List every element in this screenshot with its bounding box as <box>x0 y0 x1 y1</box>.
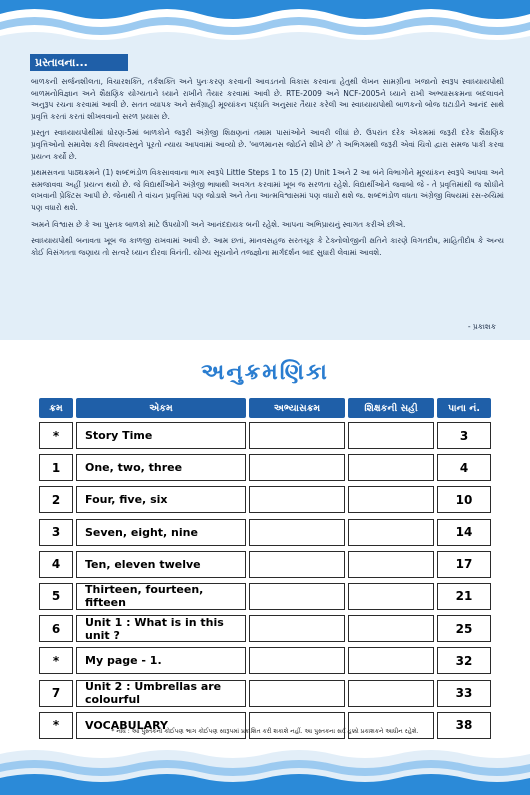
table-row <box>39 647 491 674</box>
row-syllabus-cell <box>249 422 345 449</box>
row-signature-cell <box>348 615 434 642</box>
row-serial: 6 <box>39 615 73 642</box>
row-page-number: 4 <box>437 454 491 481</box>
row-unit-title: My page - 1. <box>76 647 246 674</box>
row-serial: 3 <box>39 519 73 546</box>
row-page-number: 33 <box>437 680 491 707</box>
preface-paragraph-3: પ્રથમસત્રના પાઠ્યક્રમને (1) શબ્દભંડોળ વિકસાવવાના ભાગ સ્વરૂપે Little Steps 1 to 15 (2) Unit 1અને 2 આ બંને વિભાગોને મૂલ્યાંકન સ્વરૂપે આપવા અને સમજાવવા અહીં પ્રયત્ન થયો છે. જે વિદ્યાર્થીઓને અંગ્રેજી ભાષાથી અવગત કરવામાં ખૂબ જ સરળતા રહેશે. વિદ્યાર્થીઓને જવાબો જે - તે પ્રવૃત્તિમાંથી જ શોધીને લખવાની પ્રેક્ટિસ આપી છે. જેનાથી તે વાંચન પ્રવૃત્તિમાં પણ જોડાશે અને તેના આત્મવિશ્વાસમાં પણ વધારો થશે જ. શબ્દભંડોળ વધતા અંગ્રેજી વિષયમાં રસ-રુચિમાં પણ વધારો થશે. <box>31 168 504 212</box>
table-row <box>39 486 491 513</box>
row-unit-title: Four, five, six <box>76 486 246 513</box>
row-unit-title: VOCABULARY <box>76 712 246 739</box>
row-syllabus-cell <box>249 647 345 674</box>
row-serial: * <box>39 422 73 449</box>
row-serial: * <box>39 712 73 739</box>
header-unit: એકમ <box>76 398 246 418</box>
row-unit-title: Unit 2 : Umbrellas are colourful <box>76 680 246 707</box>
preface-body <box>31 76 504 263</box>
row-signature-cell <box>348 680 434 707</box>
table-row <box>39 454 491 481</box>
row-unit-title: Seven, eight, nine <box>76 519 246 546</box>
row-syllabus-cell <box>249 583 345 610</box>
header-page-number: પાના નં. <box>437 398 491 418</box>
row-syllabus-cell <box>249 680 345 707</box>
row-signature-cell <box>348 583 434 610</box>
row-page-number: 3 <box>437 422 491 449</box>
row-syllabus-cell <box>249 454 345 481</box>
row-unit-title: Thirteen, fourteen, fifteen <box>76 583 246 610</box>
row-serial: 4 <box>39 551 73 578</box>
row-signature-cell <box>348 647 434 674</box>
preface-paragraph-1: બાળકની સર્જનશીલતા, વિચારશક્તિ, તર્કશક્તિ અને પુનઃકરણ કરવાની આવડતનો વિકાસ કરવાના હેતુથી લેખન સામગ્રીના ખજાનો સ્વરૂપ સ્વાધ્યાયપોથી બાળમનોવિજ્ઞાન અને શૈક્ષણિક યોગ્યતાને ધ્યાને રાખીને તૈયાર કરવામાં આવી છે. RTE-2009 અને NCF-2005ને ધ્યાને રાખી અભ્યાસક્રમના બદલાવને અનુરૂપ રચના કરવામાં આવી છે. સતત વ્યાપક અને સર્વગ્રાહી મૂલ્યાંકન પદ્ધતિ અનુસાર તૈયાર કરેલી આ સ્વાધ્યાયપોથી બાળકનો બોજ ઘટાડીને આનંદ સાથે પ્રવૃત્તિ કરતાં કરતાં શીખવવાનો સરળ પ્રયાસ છે. <box>31 77 504 121</box>
preface-paragraph-5: સ્વાધ્યાયપોથી બનાવતા ખૂબ જ કાળજી રાખવામાં આવી છે. આમ છતાં, માનવસહજ સરતચૂક કે ટેક્નોલોજીની ક્ષતિને કારણે વિગતદોષ, માહિતીદોષ કે અન્ય કોઈ વિસંગતતા જણાય તો સત્વરે ધ્યાન દોરવા વિનંતી. યોગ્ય સૂચનોને તજજ્ઞોના માર્ગદર્શન બાદ સુધારી લેવામાં આવશે. <box>31 236 504 257</box>
row-signature-cell <box>348 454 434 481</box>
row-page-number: 25 <box>437 615 491 642</box>
row-serial: 1 <box>39 454 73 481</box>
header-teacher-signature: શિક્ષકની સહી <box>348 398 434 418</box>
row-signature-cell <box>348 486 434 513</box>
index-title: અનુક્રમણિકા <box>201 360 329 385</box>
index-table <box>39 398 491 744</box>
publisher-signature: - પ્રકાશક <box>467 322 496 331</box>
preface-paragraph-2: પ્રસ્તુત સ્વાધ્યાયપોથીમાં ધોરણ-5માં બાળકોને જરૂરી અંગ્રેજી શિક્ષણનાં તમામ પાસાંઓને આવરી લીધાં છે. ઉપરાંત દરેક એકમમાં જરૂરી દરેક શૈક્ષણિક પ્રવૃત્તિઓનો સમાવેશ કરી વિષયવસ્તુને પૂરતો ન્યાય આપવામાં આવ્યો છે. 'બાળમાનસ જોઈને શીખે છે' તે અભિગમથી જરૂરી એવાં ચિત્રો દ્વારા સમજ પાકી કરવા પ્રયત્ન કર્યો છે. <box>31 128 504 161</box>
row-unit-title: Story Time <box>76 422 246 449</box>
row-serial: 7 <box>39 680 73 707</box>
header-syllabus: અભ્યાસક્રમ <box>249 398 345 418</box>
row-syllabus-cell <box>249 615 345 642</box>
table-row <box>39 680 491 707</box>
copyright-footnote: * નોંધ : આ પુસ્તકનો કોઈપણ ભાગ કોઈપણ સ્વરૂપમાં પ્રકાશિત કરી શકાશે નહીં. આ પુસ્તકના સર્વ હક્કો પ્રકાશકને આધીન રહેશે. <box>111 728 419 735</box>
table-row <box>39 615 491 642</box>
row-syllabus-cell <box>249 551 345 578</box>
row-syllabus-cell <box>249 519 345 546</box>
row-page-number: 17 <box>437 551 491 578</box>
header-serial: ક્રમ <box>39 398 73 418</box>
preface-paragraph-4: અમને વિશ્વાસ છે કે આ પુસ્તક બાળકો માટે ઉપયોગી અને આનંદદાયક બની રહેશે. આપના અભિપ્રાયનું સ્વાગત કરીએ છીએ. <box>31 219 406 229</box>
row-signature-cell <box>348 422 434 449</box>
table-row <box>39 551 491 578</box>
row-serial: * <box>39 647 73 674</box>
row-signature-cell <box>348 551 434 578</box>
top-wave-decoration <box>0 0 530 44</box>
table-row <box>39 519 491 546</box>
preface-title: પ્રસ્તાવના... <box>30 54 128 71</box>
row-page-number: 10 <box>437 486 491 513</box>
table-row <box>39 583 491 610</box>
row-signature-cell <box>348 519 434 546</box>
row-serial: 5 <box>39 583 73 610</box>
row-page-number: 21 <box>437 583 491 610</box>
row-unit-title: Unit 1 : What is in this unit ? <box>76 615 246 642</box>
row-syllabus-cell <box>249 486 345 513</box>
bottom-wave-decoration <box>0 748 530 795</box>
row-serial: 2 <box>39 486 73 513</box>
row-page-number: 38 <box>437 712 491 739</box>
table-row <box>39 422 491 449</box>
row-unit-title: Ten, eleven twelve <box>76 551 246 578</box>
index-table-header <box>39 398 491 418</box>
row-unit-title: One, two, three <box>76 454 246 481</box>
row-page-number: 32 <box>437 647 491 674</box>
row-page-number: 14 <box>437 519 491 546</box>
